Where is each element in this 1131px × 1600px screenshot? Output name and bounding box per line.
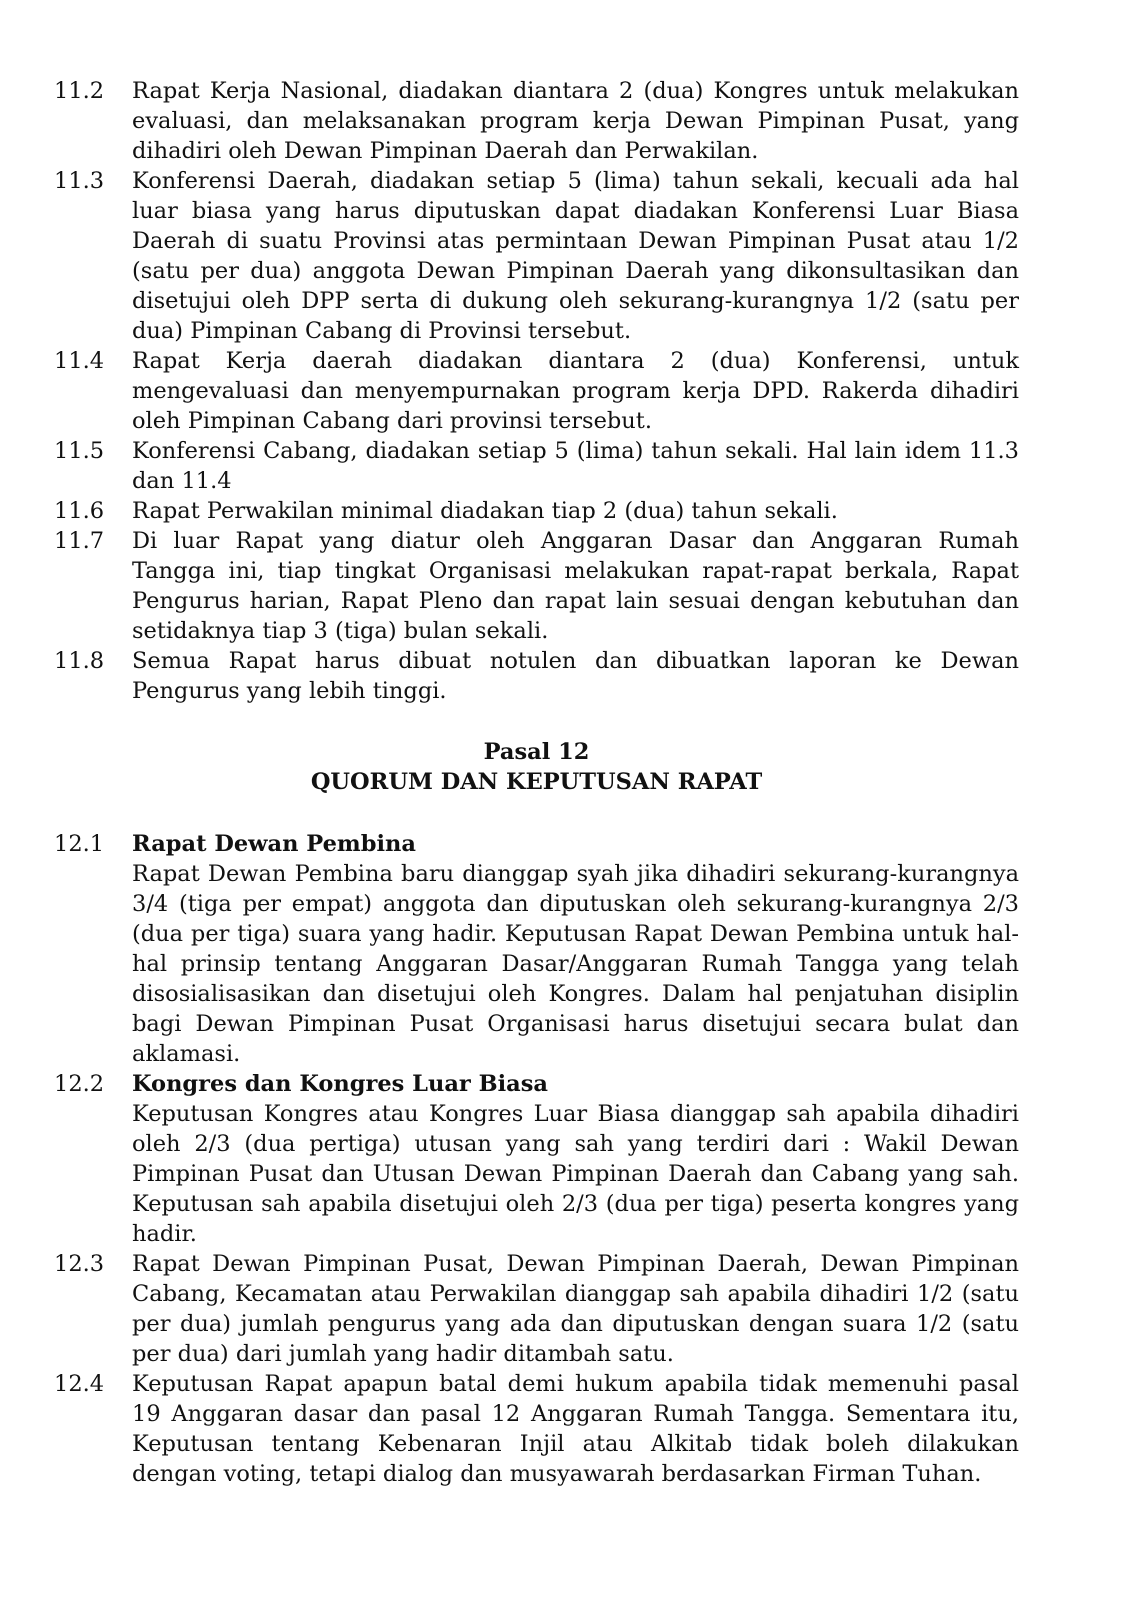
clause-content bbox=[132, 496, 1019, 526]
clause-11-7 bbox=[54, 526, 1019, 646]
clause-content bbox=[132, 436, 1019, 496]
clause-text: Rapat Dewan Pimpinan Pusat, Dewan Pimpinan Daerah, Dewan Pimpinan Cabang, Kecamatan atau Perwakilan dianggap sah apabila dihadiri 1/2 (satu per dua) jumlah pengurus yang ada dan diputuskan dengan suara 1/2 (satu per dua) dari jumlah yang hadir ditambah satu. bbox=[132, 1251, 1019, 1367]
clause-12-3 bbox=[54, 1249, 1019, 1369]
clause-11-8 bbox=[54, 646, 1019, 706]
clause-11-3 bbox=[54, 166, 1019, 346]
clause-number: 12.1 bbox=[54, 831, 105, 857]
clause-heading: Rapat Dewan Pembina bbox=[132, 831, 416, 857]
clause-content bbox=[132, 1069, 1019, 1249]
clause-content bbox=[132, 346, 1019, 436]
clause-number: 11.3 bbox=[54, 168, 105, 194]
clause-number: 11.8 bbox=[54, 648, 105, 674]
clause-heading: Kongres dan Kongres Luar Biasa bbox=[132, 1071, 548, 1097]
clause-content bbox=[132, 526, 1019, 646]
clause-12-2 bbox=[54, 1069, 1019, 1249]
clause-text: Konferensi Cabang, diadakan setiap 5 (lima) tahun sekali. Hal lain idem 11.3 dan 11.4 bbox=[132, 438, 1019, 494]
clause-content bbox=[132, 1369, 1019, 1489]
section-title: Pasal 12 bbox=[483, 739, 590, 765]
clause-12-4 bbox=[54, 1369, 1019, 1489]
clause-text: Keputusan Kongres atau Kongres Luar Biasa dianggap sah apabila dihadiri oleh 2/3 (dua pertiga) utusan yang sah yang terdiri dari : Wakil Dewan Pimpinan Pusat dan Utusan Dewan Pimpinan Daerah dan Cabang yang sah. Keputusan sah apabila disetujui oleh 2/3 (dua per tiga) peserta kongres yang hadir. bbox=[132, 1101, 1019, 1247]
clause-11-4 bbox=[54, 346, 1019, 436]
clause-12-1 bbox=[54, 829, 1019, 1069]
clause-text: Semua Rapat harus dibuat notulen dan dibuatkan laporan ke Dewan Pengurus yang lebih tinggi. bbox=[132, 648, 1019, 704]
clause-number: 12.3 bbox=[54, 1251, 105, 1277]
clause-number: 11.6 bbox=[54, 498, 105, 524]
clause-11-5 bbox=[54, 436, 1019, 496]
clause-text: Keputusan Rapat apapun batal demi hukum apabila tidak memenuhi pasal 19 Anggaran dasar dan pasal 12 Anggaran Rumah Tangga. Sementara itu, Keputusan tentang Kebenaran Injil atau Alkitab tidak boleh dilakukan dengan voting, tetapi dialog dan musyawarah berdasarkan Firman Tuhan. bbox=[132, 1371, 1019, 1487]
clause-text: Rapat Perwakilan minimal diadakan tiap 2 (dua) tahun sekali. bbox=[132, 498, 838, 524]
clause-text: Rapat Kerja daerah diadakan diantara 2 (dua) Konferensi, untuk mengevaluasi dan menyempurnakan program kerja DPD. Rakerda dihadiri oleh Pimpinan Cabang dari provinsi tersebut. bbox=[132, 348, 1019, 434]
clause-number: 11.4 bbox=[54, 348, 105, 374]
section-subtitle: QUORUM DAN KEPUTUSAN RAPAT bbox=[310, 769, 763, 795]
clause-content bbox=[132, 646, 1019, 706]
clause-content bbox=[132, 76, 1019, 166]
clause-text: Di luar Rapat yang diatur oleh Anggaran Dasar dan Anggaran Rumah Tangga ini, tiap tingkat Organisasi melakukan rapat-rapat berkala, Rapat Pengurus harian, Rapat Pleno dan rapat lain sesuai dengan kebutuhan dan setidaknya tiap 3 (tiga) bulan sekali. bbox=[132, 528, 1019, 644]
clause-number: 11.5 bbox=[54, 438, 105, 464]
clause-11-6 bbox=[54, 496, 1019, 526]
clause-number: 12.4 bbox=[54, 1371, 105, 1397]
clause-number: 12.2 bbox=[54, 1071, 105, 1097]
clause-content bbox=[132, 1249, 1019, 1369]
section-heading bbox=[54, 737, 1019, 797]
clause-text: Rapat Kerja Nasional, diadakan diantara 2 (dua) Kongres untuk melakukan evaluasi, dan melaksanakan program kerja Dewan Pimpinan Pusat, yang dihadiri oleh Dewan Pimpinan Daerah dan Perwakilan. bbox=[132, 78, 1019, 164]
clause-text: Rapat Dewan Pembina baru dianggap syah jika dihadiri sekurang-kurangnya 3/4 (tiga per empat) anggota dan diputuskan oleh sekurang-kurangnya 2/3 (dua per tiga) suara yang hadir. Keputusan Rapat Dewan Pembina untuk hal-hal prinsip tentang Anggaran Dasar/Anggaran Rumah Tangga yang telah disosialisasikan dan disetujui oleh Kongres. Dalam hal penjatuhan disiplin bagi Dewan Pimpinan Pusat Organisasi harus disetujui secara bulat dan aklamasi. bbox=[132, 861, 1019, 1067]
clause-11-2 bbox=[54, 76, 1019, 166]
clause-number: 11.2 bbox=[54, 78, 105, 104]
clause-content bbox=[132, 829, 1019, 1069]
clause-text: Konferensi Daerah, diadakan setiap 5 (lima) tahun sekali, kecuali ada hal luar biasa yang harus diputuskan dapat diadakan Konferensi Luar Biasa Daerah di suatu Provinsi atas permintaan Dewan Pimpinan Pusat atau 1/2 (satu per dua) anggota Dewan Pimpinan Daerah yang dikonsultasikan dan disetujui oleh DPP serta di dukung oleh sekurang-kurangnya 1/2 (satu per dua) Pimpinan Cabang di Provinsi tersebut. bbox=[132, 168, 1019, 344]
clause-content bbox=[132, 166, 1019, 346]
clause-number: 11.7 bbox=[54, 528, 105, 554]
